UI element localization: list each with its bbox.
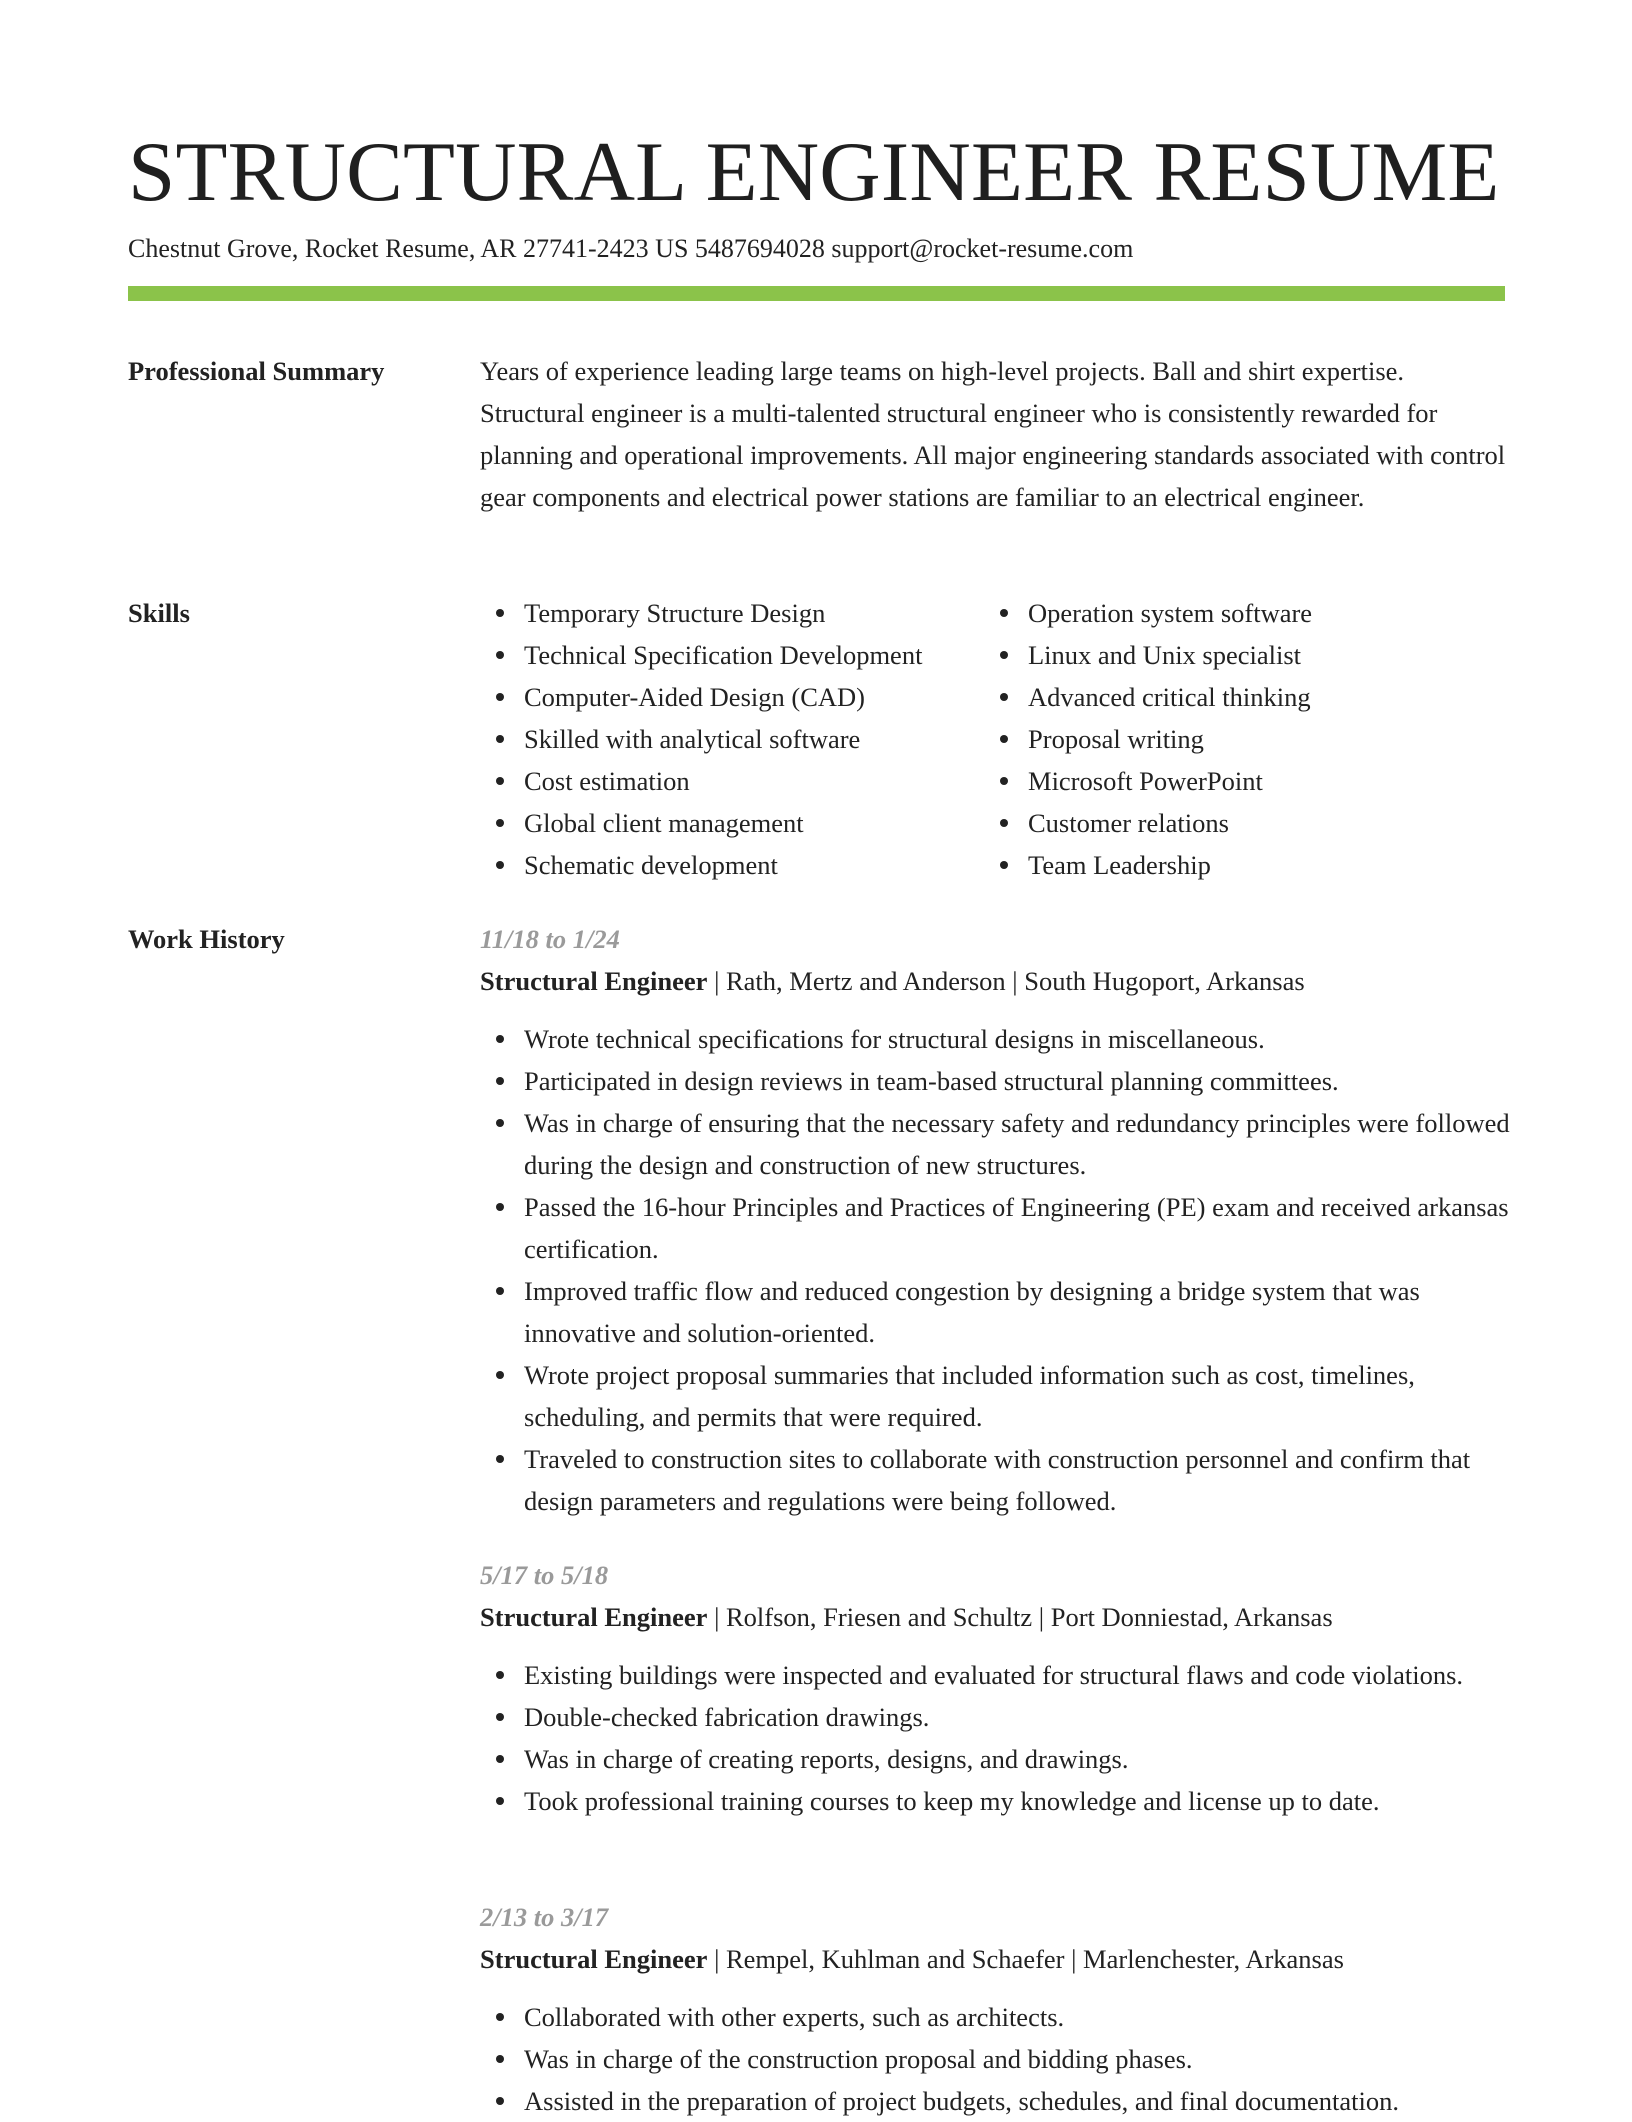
job-bullet: Was in charge of the construction proposal and bidding phases. (480, 2038, 1510, 2080)
job-bullet: Improved traffic flow and reduced congestion by designing a bridge system that was innovative and solution-oriented. (480, 1270, 1510, 1354)
job-dates: 2/13 to 3/17 (480, 1902, 609, 1932)
job-role: Structural Engineer (480, 1944, 708, 1974)
job-bullet: Collaborated with other experts, such as architects. (480, 1996, 1510, 2038)
job-bullet: Passed the 16-hour Principles and Practices of Engineering (PE) exam and received arkansas certification. (480, 1186, 1510, 1270)
job-company-location: | Rath, Mertz and Anderson | South Hugoport, Arkansas (707, 966, 1305, 996)
job-bullet: Wrote technical specifications for structural designs in miscellaneous. (480, 1018, 1510, 1060)
summary-text: Years of experience leading large teams on high-level projects. Ball and shirt expertise. Structural engineer is a multi-talented structural engineer who is consistently rewarded for planning and operational improvements. All major engineering standards associated with control gear components and electrical power stations are familiar to an electrical engineer. (480, 356, 1506, 512)
job-bullet: Assisted in the preparation of project budgets, schedules, and final documentation. (480, 2080, 1510, 2122)
job-bullets (480, 1996, 1510, 2122)
job-bullet: Participated in design reviews in team-based structural planning committees. (480, 1060, 1510, 1102)
job-dates: 5/17 to 5/18 (480, 1560, 609, 1590)
job-bullet: Existing buildings were inspected and evaluated for structural flaws and code violations. (480, 1654, 1510, 1696)
skill-item: Customer relations (984, 802, 1504, 844)
skill-item: Computer-Aided Design (CAD) (480, 676, 980, 718)
skill-item: Schematic development (480, 844, 980, 886)
job-role: Structural Engineer (480, 1602, 708, 1632)
job-company-location: | Rempel, Kuhlman and Schaefer | Marlenchester, Arkansas (707, 1944, 1344, 1974)
skill-item: Team Leadership (984, 844, 1504, 886)
job-entry (480, 918, 1510, 1522)
skill-item: Global client management (480, 802, 980, 844)
skill-item: Operation system software (984, 592, 1504, 634)
skill-item: Linux and Unix specialist (984, 634, 1504, 676)
job-dates: 11/18 to 1/24 (480, 924, 620, 954)
resume-title: STRUCTURAL ENGINEER RESUME (128, 125, 1500, 219)
skill-item: Advanced critical thinking (984, 676, 1504, 718)
skill-item: Technical Specification Development (480, 634, 980, 676)
work-history-section (480, 918, 1510, 2116)
skill-item: Microsoft PowerPoint (984, 760, 1504, 802)
job-bullets (480, 1654, 1510, 1822)
header-divider (128, 286, 1505, 301)
job-bullet: Was in charge of ensuring that the necessary safety and redundancy principles were followed during the design and construction of new structures. (480, 1102, 1510, 1186)
summary-section (480, 350, 1510, 518)
job-title-line (480, 1938, 1510, 1980)
job-bullet: Took professional training courses to keep my knowledge and license up to date. (480, 1780, 1510, 1822)
job-role: Structural Engineer (480, 966, 708, 996)
skill-item: Skilled with analytical software (480, 718, 980, 760)
job-title-line (480, 960, 1510, 1002)
job-title-line (480, 1596, 1510, 1638)
skills-heading: Skills (128, 598, 190, 628)
job-bullet: Double-checked fabrication drawings. (480, 1696, 1510, 1738)
skills-list-left (480, 592, 980, 886)
job-bullets (480, 1018, 1510, 1522)
skill-item: Temporary Structure Design (480, 592, 980, 634)
job-bullet: Traveled to construction sites to collaborate with construction personnel and confirm that design parameters and regulations were being followed. (480, 1438, 1510, 1522)
work-history-heading: Work History (128, 924, 285, 954)
summary-heading: Professional Summary (128, 356, 385, 386)
skills-section (480, 592, 1510, 892)
job-entry (480, 1896, 1510, 2122)
job-bullet: Was in charge of creating reports, designs, and drawings. (480, 1738, 1510, 1780)
job-company-location: | Rolfson, Friesen and Schultz | Port Donniestad, Arkansas (707, 1602, 1333, 1632)
contact-info: Chestnut Grove, Rocket Resume, AR 27741-2423 US 5487694028 support@rocket-resume.com (128, 234, 1134, 263)
job-bullet: Wrote project proposal summaries that included information such as cost, timelines, scheduling, and permits that were required. (480, 1354, 1510, 1438)
job-entry (480, 1554, 1510, 1822)
skill-item: Cost estimation (480, 760, 980, 802)
skill-item: Proposal writing (984, 718, 1504, 760)
skills-list-right (984, 592, 1504, 886)
